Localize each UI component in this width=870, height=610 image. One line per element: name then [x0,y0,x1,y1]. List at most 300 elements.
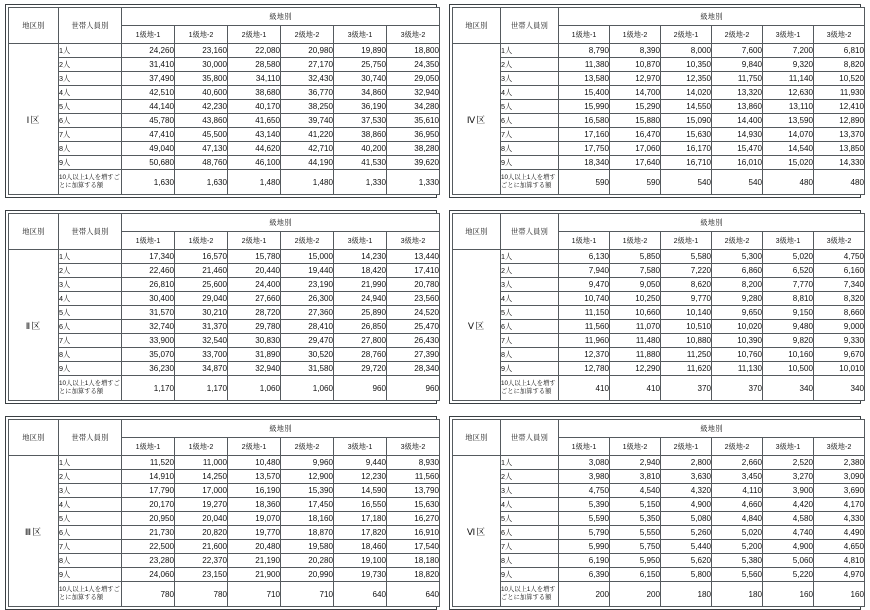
data-cell: 17,450 [281,498,334,512]
data-cell: 41,530 [334,156,387,170]
data-cell: 31,570 [122,306,175,320]
data-cell: 8,660 [814,306,865,320]
right-table-column [449,4,865,601]
data-cell: 3,630 [661,470,712,484]
header-grade-column: 2級地-2 [712,438,763,456]
data-cell: 10,250 [610,292,661,306]
row-label: 6人 [501,526,559,540]
data-cell: 24,520 [387,306,440,320]
table-row [9,100,440,114]
data-cell: 4,750 [559,484,610,498]
data-cell: 10,020 [712,320,763,334]
data-cell: 2,940 [610,456,661,470]
header-grade-column: 1級地-1 [122,26,175,44]
data-cell: 24,400 [228,278,281,292]
data-cell: 40,170 [228,100,281,114]
table-row [9,334,440,348]
data-cell-additional: 410 [559,376,610,401]
data-cell: 31,410 [122,58,175,72]
data-cell: 11,560 [387,470,440,484]
data-cell: 44,190 [281,156,334,170]
data-cell: 12,230 [334,470,387,484]
data-cell: 46,100 [228,156,281,170]
data-cell: 9,150 [763,306,814,320]
table-row [453,456,865,470]
data-cell: 30,000 [175,58,228,72]
data-cell: 6,810 [814,44,865,58]
data-cell: 2,520 [763,456,814,470]
data-cell: 12,350 [661,72,712,86]
table-row-additional [9,376,440,401]
data-cell: 6,150 [610,568,661,582]
data-cell: 11,070 [610,320,661,334]
data-cell: 17,790 [122,484,175,498]
row-label: 1人 [501,250,559,264]
row-label: 4人 [59,498,122,512]
data-cell-additional: 180 [661,582,712,607]
data-cell: 8,320 [814,292,865,306]
row-label: 9人 [501,156,559,170]
data-cell: 5,850 [610,250,661,264]
data-cell: 31,890 [228,348,281,362]
data-cell: 11,560 [559,320,610,334]
table-row [9,362,440,376]
data-cell: 15,470 [712,142,763,156]
header-grade-column: 1級地-2 [175,232,228,250]
header-region: 地区別 [9,8,59,44]
data-cell: 7,340 [814,278,865,292]
data-cell: 20,820 [175,526,228,540]
header-grade-column: 3級地-1 [763,26,814,44]
data-cell: 20,990 [281,568,334,582]
data-cell: 26,300 [281,292,334,306]
data-cell: 20,440 [228,264,281,278]
table-section [5,4,440,198]
data-cell: 25,600 [175,278,228,292]
header-row-top [453,8,865,26]
data-cell: 19,070 [228,512,281,526]
data-cell: 5,260 [661,526,712,540]
data-cell: 15,090 [661,114,712,128]
data-cell-additional: 1,630 [122,170,175,195]
data-cell: 19,730 [334,568,387,582]
data-cell: 19,100 [334,554,387,568]
data-cell: 3,690 [814,484,865,498]
data-cell: 14,910 [122,470,175,484]
data-cell: 50,680 [122,156,175,170]
data-cell: 37,490 [122,72,175,86]
header-grade-column: 1級地-2 [610,438,661,456]
table-row [453,58,865,72]
data-cell: 5,300 [712,250,763,264]
data-cell: 5,550 [610,526,661,540]
data-cell: 18,420 [334,264,387,278]
data-cell: 33,900 [122,334,175,348]
row-label-additional: 10人以上1人を増すごとに加算する額 [501,170,559,195]
table-row [9,44,440,58]
data-cell: 19,890 [334,44,387,58]
table-row [453,114,865,128]
data-cell: 12,290 [610,362,661,376]
data-cell-additional: 200 [559,582,610,607]
data-cell-additional: 590 [610,170,661,195]
data-cell: 10,740 [559,292,610,306]
data-cell-additional: 1,170 [175,376,228,401]
data-cell: 14,330 [814,156,865,170]
table-row [9,86,440,100]
data-cell: 44,620 [228,142,281,156]
data-cell: 4,320 [661,484,712,498]
table-row [9,250,440,264]
table-row [9,348,440,362]
data-cell: 11,750 [712,72,763,86]
data-cell: 29,780 [228,320,281,334]
data-cell: 4,840 [712,512,763,526]
header-grade-column: 2級地-1 [661,438,712,456]
data-cell-additional: 640 [387,582,440,607]
row-label: 6人 [59,114,122,128]
data-cell: 18,160 [281,512,334,526]
data-cell: 10,880 [661,334,712,348]
table-row-additional [9,170,440,195]
region-label: Ⅵ区 [453,456,501,607]
data-cell-additional: 1,480 [281,170,334,195]
data-cell: 8,200 [712,278,763,292]
row-label: 3人 [501,484,559,498]
table-section [5,416,440,610]
data-cell: 5,220 [763,568,814,582]
table-row-additional [453,170,865,195]
row-label: 7人 [501,128,559,142]
data-cell: 14,540 [763,142,814,156]
data-cell: 6,860 [712,264,763,278]
header-grade-column: 1級地-1 [559,26,610,44]
table-row [453,142,865,156]
row-label-additional: 10人以上1人を増すごとに加算する額 [501,582,559,607]
header-household: 世帯人員別 [501,420,559,456]
data-cell: 5,440 [661,540,712,554]
row-label: 3人 [59,72,122,86]
data-cell: 8,000 [661,44,712,58]
data-cell-additional: 1,170 [122,376,175,401]
data-cell: 30,210 [175,306,228,320]
data-cell: 9,670 [814,348,865,362]
table-section [449,4,865,198]
data-cell: 3,080 [559,456,610,470]
data-cell: 4,900 [661,498,712,512]
data-cell: 8,820 [814,58,865,72]
data-cell: 38,250 [281,100,334,114]
data-cell: 23,280 [122,554,175,568]
data-cell: 14,930 [712,128,763,142]
row-label: 2人 [59,58,122,72]
header-region: 地区別 [453,420,501,456]
table-row [453,306,865,320]
data-cell: 21,600 [175,540,228,554]
data-cell: 29,470 [281,334,334,348]
data-cell: 17,750 [559,142,610,156]
data-cell: 5,060 [763,554,814,568]
data-cell: 12,970 [610,72,661,86]
data-cell: 37,530 [334,114,387,128]
data-cell-additional: 1,480 [228,170,281,195]
data-cell: 14,590 [334,484,387,498]
header-grade-column: 3級地-1 [763,232,814,250]
data-cell: 4,740 [763,526,814,540]
data-cell: 27,800 [334,334,387,348]
table-row [9,156,440,170]
data-cell: 13,580 [559,72,610,86]
data-cell: 16,580 [559,114,610,128]
data-cell: 20,170 [122,498,175,512]
data-cell: 19,270 [175,498,228,512]
data-cell: 3,810 [610,470,661,484]
data-cell-additional: 480 [814,170,865,195]
data-cell: 6,190 [559,554,610,568]
row-label: 5人 [501,306,559,320]
data-cell: 14,550 [661,100,712,114]
data-cell: 27,660 [228,292,281,306]
data-cell: 8,390 [610,44,661,58]
row-label: 2人 [501,58,559,72]
data-cell: 40,200 [334,142,387,156]
data-cell: 12,900 [281,470,334,484]
table-section [5,210,440,404]
table-row [453,512,865,526]
data-cell: 4,420 [763,498,814,512]
data-cell: 32,940 [228,362,281,376]
data-cell: 32,540 [175,334,228,348]
data-cell: 35,610 [387,114,440,128]
data-cell: 20,780 [387,278,440,292]
data-cell: 18,460 [334,540,387,554]
row-label: 3人 [59,278,122,292]
table-row [9,292,440,306]
data-cell-additional: 410 [610,376,661,401]
data-cell: 17,540 [387,540,440,554]
data-cell: 32,430 [281,72,334,86]
table-row-additional [453,582,865,607]
header-row-top [453,420,865,438]
data-cell: 8,790 [559,44,610,58]
row-label: 1人 [501,456,559,470]
data-cell-additional: 340 [814,376,865,401]
data-cell-additional: 780 [175,582,228,607]
table-row [9,278,440,292]
data-cell: 9,280 [712,292,763,306]
data-cell: 3,450 [712,470,763,484]
data-cell: 31,370 [175,320,228,334]
header-household: 世帯人員別 [501,8,559,44]
data-cell-additional: 370 [712,376,763,401]
table-row [453,44,865,58]
data-cell-additional: 1,330 [387,170,440,195]
data-cell: 6,130 [559,250,610,264]
data-cell: 5,590 [559,512,610,526]
data-cell: 10,510 [661,320,712,334]
row-label: 6人 [59,320,122,334]
row-label: 1人 [59,456,122,470]
row-label: 8人 [59,554,122,568]
table-row [9,114,440,128]
data-cell: 8,810 [763,292,814,306]
data-cell: 29,720 [334,362,387,376]
data-cell: 5,580 [661,250,712,264]
table-row [9,554,440,568]
data-cell-additional: 590 [559,170,610,195]
header-grade-column: 1級地-2 [610,26,661,44]
row-label: 7人 [59,540,122,554]
data-cell: 17,410 [387,264,440,278]
table-row [453,498,865,512]
data-cell: 9,470 [559,278,610,292]
data-cell: 5,750 [610,540,661,554]
data-cell: 20,950 [122,512,175,526]
data-cell: 28,410 [281,320,334,334]
header-grade-column: 1級地-1 [122,232,175,250]
data-cell: 10,760 [712,348,763,362]
header-household: 世帯人員別 [59,8,122,44]
table-row [453,264,865,278]
data-cell: 10,010 [814,362,865,376]
table-row [453,526,865,540]
data-cell-additional: 340 [763,376,814,401]
data-cell: 4,170 [814,498,865,512]
data-cell: 25,470 [387,320,440,334]
data-cell: 10,390 [712,334,763,348]
data-cell: 15,000 [281,250,334,264]
data-cell: 26,850 [334,320,387,334]
row-label: 3人 [501,72,559,86]
table-row [9,526,440,540]
data-cell: 39,740 [281,114,334,128]
data-cell: 4,650 [814,540,865,554]
data-cell: 9,050 [610,278,661,292]
data-cell-additional: 960 [387,376,440,401]
row-label: 9人 [501,568,559,582]
data-cell: 8,930 [387,456,440,470]
row-label: 1人 [501,44,559,58]
data-cell: 3,980 [559,470,610,484]
data-cell: 26,810 [122,278,175,292]
data-cell: 10,500 [763,362,814,376]
row-label: 6人 [501,320,559,334]
data-cell: 9,960 [281,456,334,470]
data-cell: 14,020 [661,86,712,100]
data-cell: 19,580 [281,540,334,554]
data-cell: 22,080 [228,44,281,58]
data-cell: 11,000 [175,456,228,470]
data-cell: 4,490 [814,526,865,540]
data-cell: 6,390 [559,568,610,582]
data-cell: 35,800 [175,72,228,86]
data-cell: 33,700 [175,348,228,362]
header-group-title: 級地別 [122,420,440,438]
table-section [449,416,865,610]
data-cell: 9,000 [814,320,865,334]
data-cell: 14,230 [334,250,387,264]
data-cell: 15,780 [228,250,281,264]
header-grade-column: 3級地-2 [814,26,865,44]
row-label: 7人 [501,334,559,348]
data-cell: 18,180 [387,554,440,568]
data-cell: 11,960 [559,334,610,348]
data-cell: 5,560 [712,568,763,582]
data-cell: 24,260 [122,44,175,58]
table-row [9,512,440,526]
header-region: 地区別 [9,214,59,250]
table-row [453,292,865,306]
data-cell: 7,600 [712,44,763,58]
data-cell: 7,200 [763,44,814,58]
data-cell: 30,830 [228,334,281,348]
row-label-additional: 10人以上1人を増すごとに加算する額 [59,582,122,607]
data-cell: 7,770 [763,278,814,292]
table-row [453,334,865,348]
data-cell: 11,130 [712,362,763,376]
data-cell-additional: 180 [712,582,763,607]
row-label: 1人 [59,44,122,58]
data-cell: 9,840 [712,58,763,72]
data-cell: 23,190 [281,278,334,292]
table-row [9,470,440,484]
data-cell-additional: 370 [661,376,712,401]
header-group-title: 級地別 [559,214,865,232]
data-cell: 11,520 [122,456,175,470]
data-cell: 24,060 [122,568,175,582]
data-cell: 45,780 [122,114,175,128]
header-group-title: 級地別 [559,8,865,26]
table-row [453,470,865,484]
row-label-additional: 10人以上1人を増すごとに加算する額 [59,170,122,195]
data-cell: 5,020 [712,526,763,540]
row-label: 5人 [501,100,559,114]
data-cell: 15,400 [559,86,610,100]
data-cell: 29,050 [387,72,440,86]
data-cell: 5,950 [610,554,661,568]
row-label: 4人 [501,498,559,512]
data-cell: 5,020 [763,250,814,264]
data-cell: 3,270 [763,470,814,484]
header-group-title: 級地別 [559,420,865,438]
header-row-top [9,8,440,26]
header-grade-column: 3級地-1 [334,232,387,250]
header-grade-column: 2級地-2 [712,232,763,250]
table-row [453,156,865,170]
data-cell: 34,110 [228,72,281,86]
data-cell: 4,810 [814,554,865,568]
data-table [8,7,440,195]
table-row [453,100,865,114]
row-label: 2人 [501,264,559,278]
data-cell: 11,380 [559,58,610,72]
row-label: 7人 [59,334,122,348]
data-cell: 32,940 [387,86,440,100]
data-cell: 4,660 [712,498,763,512]
row-label: 5人 [501,512,559,526]
data-cell: 13,440 [387,250,440,264]
data-cell: 15,880 [610,114,661,128]
data-cell: 9,770 [661,292,712,306]
data-cell: 15,990 [559,100,610,114]
header-grade-column: 2級地-2 [281,26,334,44]
data-cell: 26,430 [387,334,440,348]
data-cell-additional: 640 [334,582,387,607]
data-cell: 12,410 [814,100,865,114]
data-cell: 36,950 [387,128,440,142]
data-cell: 11,480 [610,334,661,348]
table-row [9,264,440,278]
